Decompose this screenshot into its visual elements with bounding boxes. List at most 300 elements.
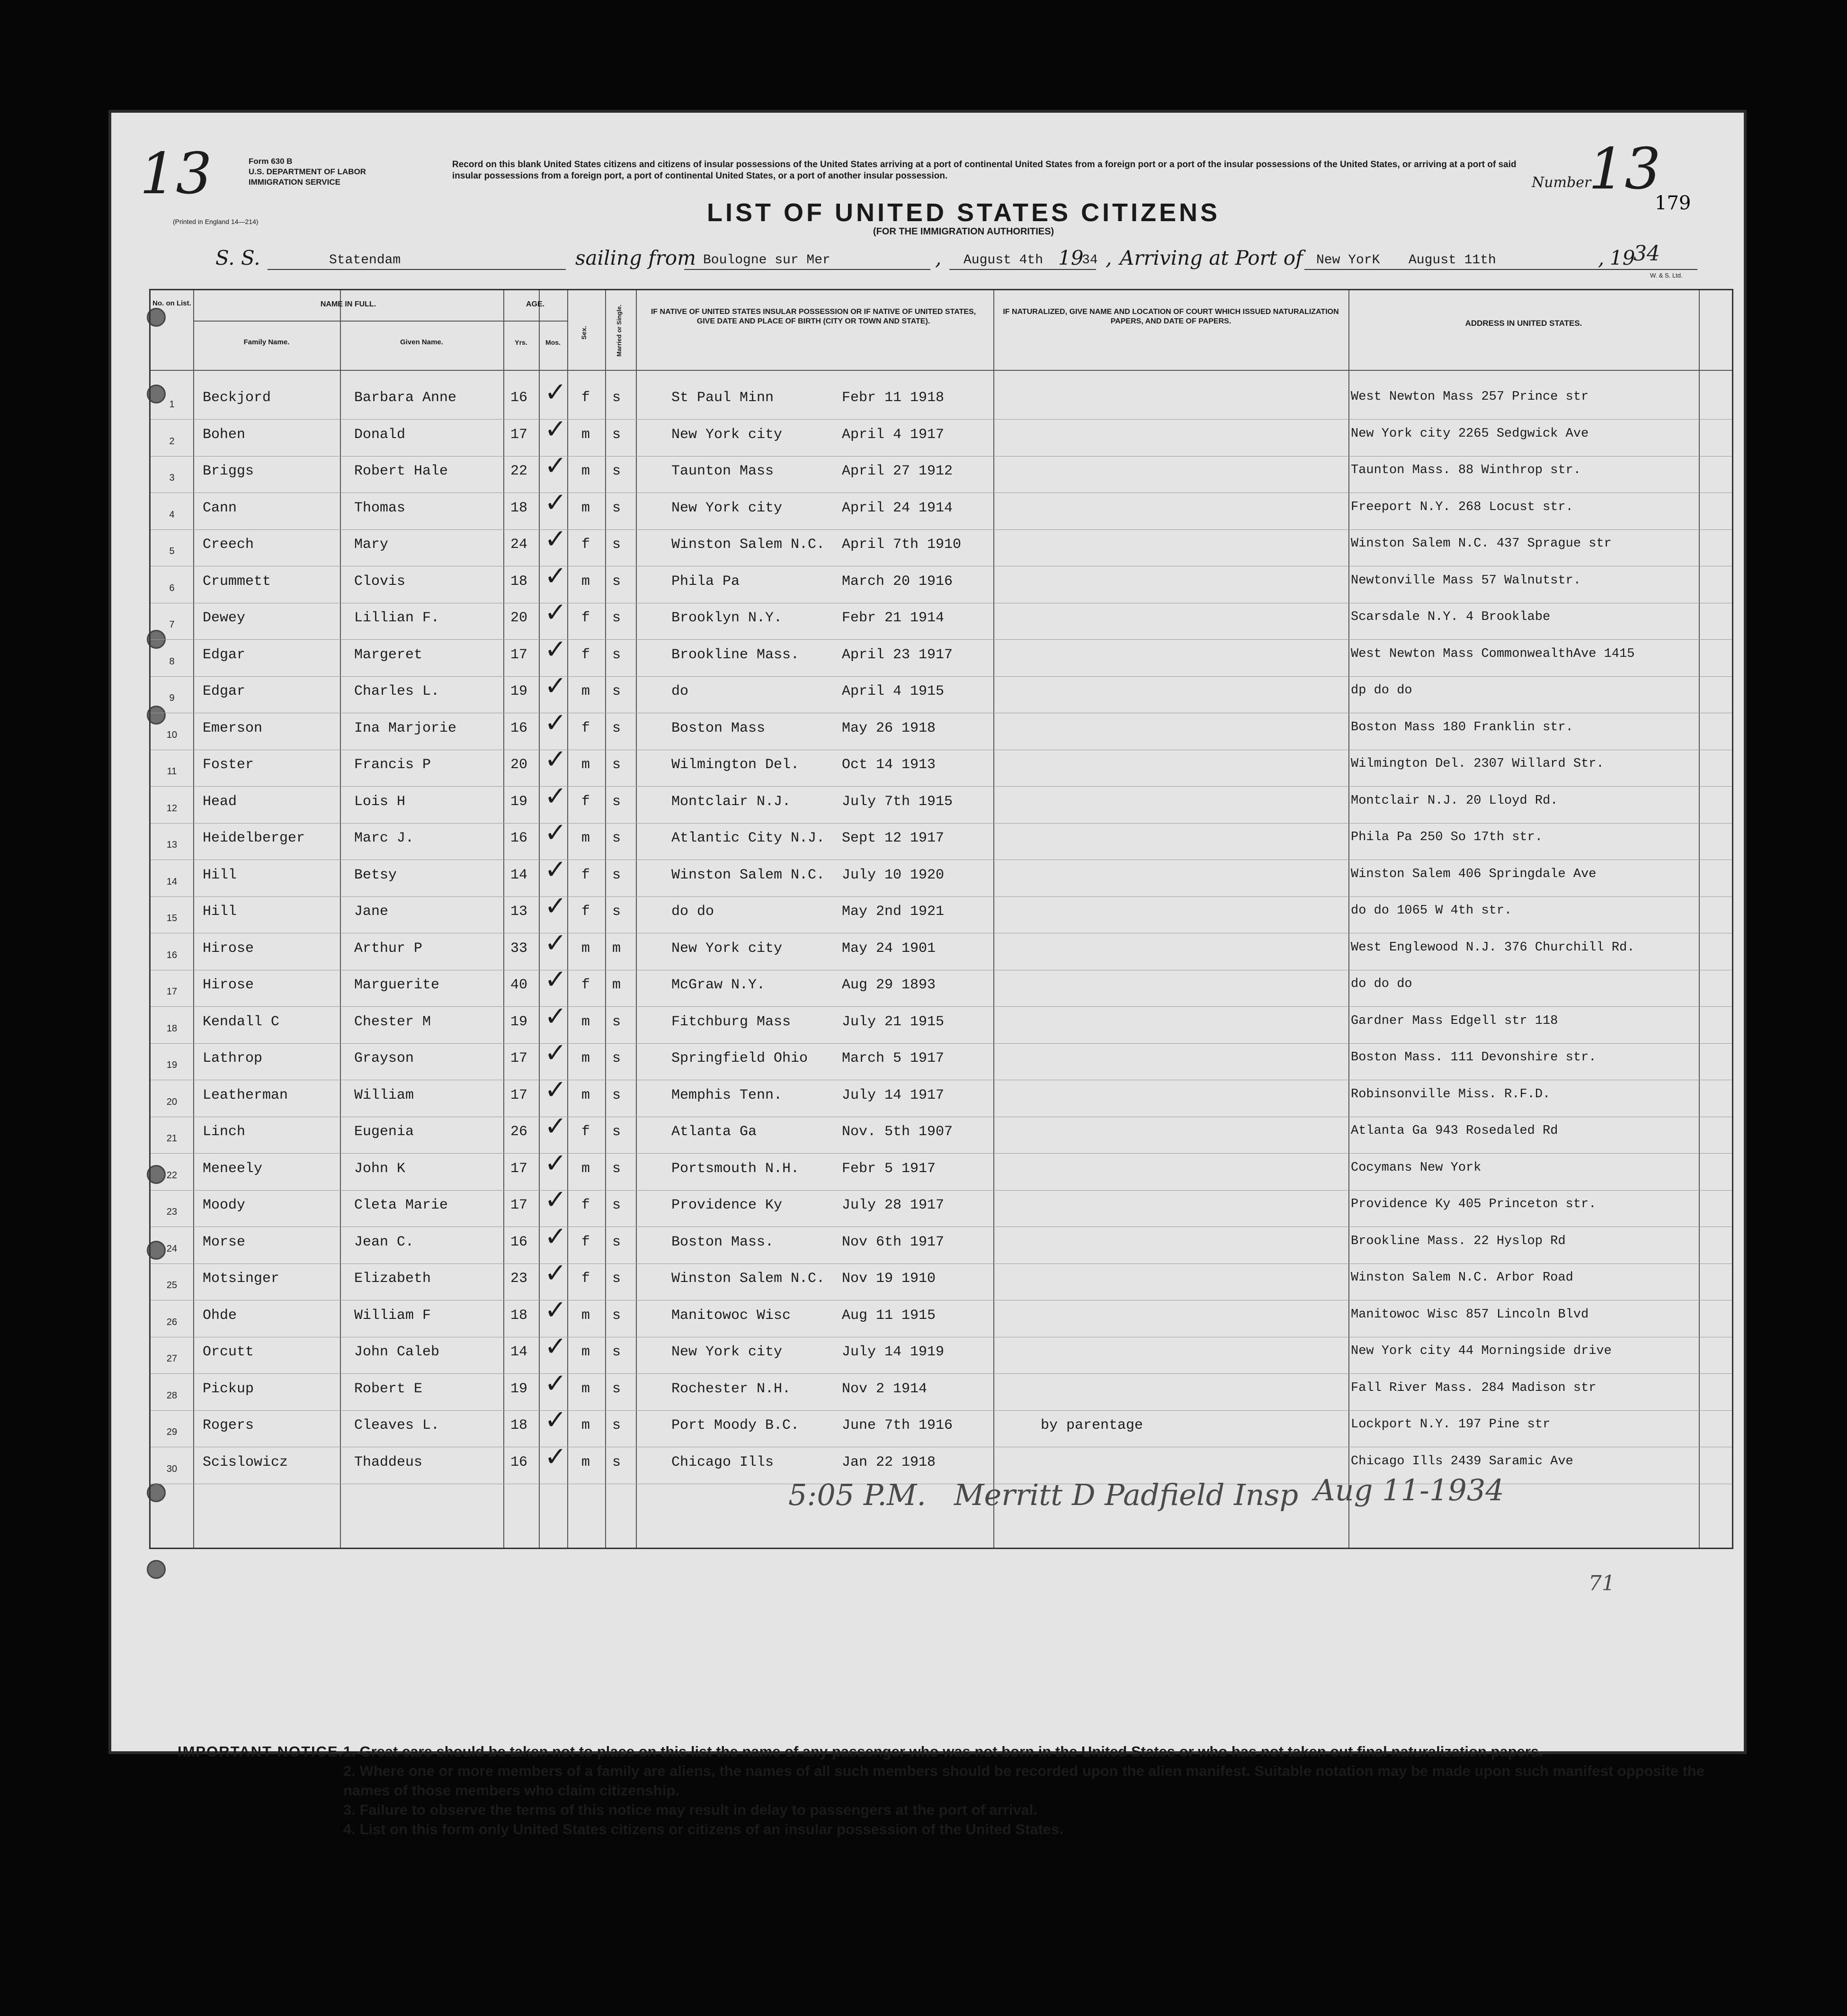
cell-yrs: 17 xyxy=(510,1050,528,1066)
cell-address: Lockport N.Y. 197 Pine str xyxy=(1351,1417,1551,1432)
cell-address: Boston Mass. 111 Devonshire str. xyxy=(1351,1050,1597,1065)
check-mark-icon: ✓ xyxy=(544,1221,567,1252)
cell-given: Arthur P xyxy=(354,940,423,957)
cell-birthplace: Boston Mass xyxy=(671,720,766,736)
form-title: LIST OF UNITED STATES CITIZENS xyxy=(707,198,1220,227)
cell-ms: s xyxy=(612,1454,621,1470)
cell-family: Edgar xyxy=(203,646,246,663)
cell-sex: m xyxy=(581,1417,590,1434)
cell-birthdate: Aug 29 1893 xyxy=(842,977,936,993)
check-mark-icon: ✓ xyxy=(544,450,567,481)
cell-address: Brookline Mass. 22 Hyslop Rd xyxy=(1351,1234,1566,1248)
cell-ms: s xyxy=(612,463,621,479)
notice-item-4: 4. List on this form only United States citizens or citizens of an insular possession of the United States. xyxy=(343,1821,1063,1837)
cell-no: 24 xyxy=(166,1243,178,1254)
cell-ms: s xyxy=(612,1050,621,1066)
cell-yrs: 18 xyxy=(510,573,528,590)
check-mark-icon: ✓ xyxy=(544,487,567,518)
cell-given: Jean C. xyxy=(354,1234,414,1250)
cell-sex: m xyxy=(581,500,590,516)
check-mark-icon: ✓ xyxy=(544,671,567,701)
check-mark-icon: ✓ xyxy=(544,1001,567,1032)
cell-given: Robert Hale xyxy=(354,463,448,479)
ss-label: S. S. xyxy=(215,246,260,269)
cell-family: Edgar xyxy=(203,683,246,699)
cell-no: 8 xyxy=(169,656,175,667)
cell-sex: m xyxy=(581,426,590,443)
cell-birthdate: May 24 1901 xyxy=(842,940,936,957)
departure-year-prefix: 19 xyxy=(1058,246,1084,269)
form-number-text: Form 630 B xyxy=(249,157,293,166)
punch-hole xyxy=(147,1560,166,1579)
cell-family: Motsinger xyxy=(203,1271,280,1287)
cell-ms: s xyxy=(612,1380,621,1397)
cell-yrs: 17 xyxy=(510,646,528,663)
cell-no: 17 xyxy=(166,986,178,997)
cell-birthplace: New York city xyxy=(671,1344,783,1360)
cell-sex: m xyxy=(581,940,590,957)
check-mark-icon: ✓ xyxy=(544,1038,567,1068)
cell-yrs: 19 xyxy=(510,1380,528,1397)
cell-no: 30 xyxy=(166,1463,178,1474)
cell-no: 3 xyxy=(169,473,175,483)
cell-sex: f xyxy=(581,610,590,626)
col-sex: Sex. xyxy=(580,326,588,340)
cell-given: Ina Marjorie xyxy=(354,720,457,736)
cell-ms: s xyxy=(612,646,621,663)
cell-no: 6 xyxy=(169,582,175,593)
cell-given: Thomas xyxy=(354,500,406,516)
cell-given: Grayson xyxy=(354,1050,414,1066)
cell-yrs: 14 xyxy=(510,1344,528,1360)
cell-family: Lathrop xyxy=(203,1050,263,1066)
cell-naturalized: by parentage xyxy=(1041,1417,1143,1434)
cell-sex: m xyxy=(581,1454,590,1470)
cell-birthdate: Febr 5 1917 xyxy=(842,1160,936,1177)
number-label: Number xyxy=(1532,174,1591,191)
cell-birthplace: Montclair N.J. xyxy=(671,793,791,810)
cell-yrs: 24 xyxy=(510,537,528,553)
cell-sex: f xyxy=(581,1124,590,1140)
cell-family: Cann xyxy=(203,500,237,516)
cell-given: Betsy xyxy=(354,867,397,883)
cell-family: Creech xyxy=(203,537,254,553)
cell-birthdate: April 24 1914 xyxy=(842,500,953,516)
cell-address: Cocymans New York xyxy=(1351,1160,1481,1175)
col-given-name: Given Name. xyxy=(400,338,443,346)
cell-address: Fall River Mass. 284 Madison str xyxy=(1351,1380,1597,1395)
cell-birthplace: Atlanta Ga xyxy=(671,1124,757,1140)
cell-birthplace: Winston Salem N.C. xyxy=(671,867,825,883)
cell-birthplace: do xyxy=(671,683,689,699)
cell-no: 12 xyxy=(166,803,178,814)
cell-address: Boston Mass 180 Franklin str. xyxy=(1351,720,1573,735)
cell-given: Robert E xyxy=(354,1380,423,1397)
cell-birthdate: Jan 22 1918 xyxy=(842,1454,936,1470)
cell-yrs: 23 xyxy=(510,1271,528,1287)
cell-ms: s xyxy=(612,720,621,736)
check-mark-icon: ✓ xyxy=(544,1258,567,1289)
cell-no: 5 xyxy=(169,546,175,556)
ship-name: Statendam xyxy=(329,253,401,268)
check-mark-icon: ✓ xyxy=(544,927,567,959)
cell-birthdate: Febr 21 1914 xyxy=(842,610,945,626)
cell-ms: m xyxy=(612,940,621,957)
cell-birthplace: Springfield Ohio xyxy=(671,1050,808,1066)
check-mark-icon: ✓ xyxy=(544,560,567,591)
manifest-sheet: 13 Form 630 B U.S. DEPARTMENT OF LABOR IMMIGRATION SERVICE (Printed in England 14—214) Record on this blank United States citizens and citizens of insular possessions of the United States arriving at a port of continental United States from a foreign port or a port of the insular possessions of the United States, or arriving at a port of said insular possessions from a foreign port, a port of continental United States, or a port of another insular possession. LIST OF UNITED STATES CITIZENS (FOR THE IMMIGRATION AUTHORITIES) Number 13 179 S. S. Statendam sailing from Boulogne sur Mer , August 4th 19 34 , Arriving at Port of New YorK August 11th , 19 34 W. & S. Ltd. No. on List. NAME IN FULL. Family Name. Given Name. AGE. Yrs. Mos. Sex. Married or Single. IF NATIVE OF UNITED STATES INSULAR POSSESSION OR IF NATIVE OF UNITED STATES, GIVE DATE AND PLACE OF BIRTH (CITY OR TOWN AND STATE). IF NATURALIZED, GIVE NAME AND LOCATION OF COURT WHICH ISSUED NATURALIZATION PAPERS, AND DATE OF PAPERS. ADDRESS IN UNITED STATES. 1 Beckjord Barbara Anne 16 f s St Paul Minn Febr 11 1918 West Newton Mass 257 Prince str ✓ 2 Bohen Donald 17 m s New York city April 4 1917 New York city 2265 Sedgwick Ave ✓ 3 Briggs Robert Hale 22 m s Taunton Mass April 27 1912 Taunton Mass. 88 Winthrop str. ✓ 4 Cann Thomas 18 m s New York city April 24 1914 Freeport N.Y. 268 Locust str. ✓ 5 Creech Mary 24 f s Winston Salem N.C. April 7th 1910 Winston Salem N.C. 437 Sprague str ✓ 6 Crummett Clovis 18 m s Phila Pa March 20 1916 Newtonville Mass 57 Walnutstr. ✓ 7 Dewey Lillian F. 20 f s Brooklyn N.Y. Febr 21 1914 Scarsdale N.Y. 4 Brooklabe ✓ 8 Edgar Margeret 17 f s Brookline Mass. April 23 1917 West Newton Mass CommonwealthAve 1415 ✓ 9 Edgar Charles L. 19 m s do April 4 1915 dp do do ✓ 10 Emerson Ina Marjorie 16 f s Boston Mass May 26 1918 Boston Mass 180 Franklin str. ✓ 11 Foster Francis P 20 m s Wilmington Del. Oct 14 1913 Wilmington Del. 2307 Willard Str. ✓ 12 Head Lois H 19 f s Montclair N.J. July 7th 1915 Montclair N.J. 20 Lloyd Rd. ✓ 13 Heidelberger Marc J. 16 m s Atlantic City N.J. Sept 12 1917 Phila Pa 250 So 17th str. ✓ 14 Hill Betsy 14 f s Winston Salem N.C. July 10 1920 Winston Salem 406 Springdale Ave ✓ 15 Hill Jane 13 f s do do May 2nd 1921 do do 1065 W 4th str. ✓ 16 Hirose Arthur P 33 m m New York city May 24 1901 West Englewood N.J. 376 Churchill Rd. ✓ 17 Hirose Marguerite 40 f m McGraw N.Y. Aug 29 1893 do do do ✓ 18 Kendall C Chester M 19 m s Fitchburg Mass July 21 1915 Gardner Mass Edgell str 118 ✓ 19 Lathrop Grayson 17 m s Springfield Ohio March 5 1917 Boston Mass. 111 Devonshire str. ✓ 20 Leatherman William 17 m s Memphis Tenn. July 14 1917 Robinsonville Miss. R.F.D. ✓ 21 Linch Eugenia 26 f s Atlanta Ga Nov. 5th 1907 Atlanta Ga 943 Rosedaled Rd ✓ 22 Meneely John K 17 m s Portsmouth N.H. Febr 5 1917 Cocymans New York ✓ 23 Moody Cleta Marie 17 f s Providence Ky July 28 1917 Providence Ky 405 Princeton str. ✓ 24 Morse Jean C. 16 f s Boston Mass. Nov 6th 1917 Brookline Mass. 22 Hyslop Rd ✓ 25 Motsinger Elizabeth 23 f s Winston Salem N.C. Nov 19 1910 Winston Salem N.C. Arbor Road ✓ 26 Ohde William F 18 m s Manitowoc Wisc Aug 11 1915 Manitowoc Wisc 857 Lincoln Blvd ✓ 27 Orcutt John Caleb 14 m s New York city July 14 1919 New York city 44 Morningside drive ✓ 28 Pickup Robert E 19 m s Rochester N.H. Nov 2 1914 Fall River Mass. 284 Madison str ✓ 29 Rogers Cleaves L. 18 m s Port Moody B.C. June 7th 1916 by parentage Lockport N.Y. 197 Pine str ✓ 30 Scislowicz Thaddeus 16 m s Chicago Ills Jan 22 1918 Chicago Ills 2439 Saramic Ave ✓ 5:05 P.M. Merritt D Padfield Insp Aug 11-1934 71 IMPORTANT NOTICE.— 1. Great care should be taken not to place on this list the name of any passenger who was not born in the United States or who has not taken out final naturalization papers. 2. Where one or more members of a family are aliens, the names of all such members should be recorded upon the alien manifest. Suitable notation may be made upon such manifest opposite the names of those members who claim citizenship. 3. Failure to observe the terms of this notice may result in delay to passengers at the port of arrival. 4. List on this form only United States citizens or citizens of an insular possession of the United States. xyxy=(111,113,1744,1751)
col-native-info: IF NATIVE OF UNITED STATES INSULAR POSSESSION OR IF NATIVE OF UNITED STATES, GIVE DATE AND PLACE OF BIRTH (CITY OR TOWN AND STATE). xyxy=(651,308,976,325)
cell-family: Foster xyxy=(203,757,254,773)
cell-address: New York city 44 Morningside drive xyxy=(1351,1344,1612,1358)
department-text: U.S. DEPARTMENT OF LABOR xyxy=(249,167,366,176)
cell-sex: m xyxy=(581,1087,590,1103)
cell-sex: f xyxy=(581,793,590,810)
arrival-date: August 11th xyxy=(1409,253,1496,268)
cell-yrs: 19 xyxy=(510,793,528,810)
cell-address: West Newton Mass 257 Prince str xyxy=(1351,390,1589,404)
cell-address: Manitowoc Wisc 857 Lincoln Blvd xyxy=(1351,1307,1589,1322)
cell-address: Providence Ky 405 Princeton str. xyxy=(1351,1197,1597,1211)
cell-ms: s xyxy=(612,1271,621,1287)
cell-family: Scislowicz xyxy=(203,1454,288,1470)
cell-birthdate: April 7th 1910 xyxy=(842,537,962,553)
cell-sex: f xyxy=(581,1234,590,1250)
cell-no: 2 xyxy=(169,436,175,447)
sailing-from-label: sailing from xyxy=(575,246,696,269)
cell-given: Donald xyxy=(354,426,406,443)
cell-birthdate: Nov 6th 1917 xyxy=(842,1234,945,1250)
form-instructions: Record on this blank United States citizens and citizens of insular possessions of the United States arriving at a port of continental United States from a foreign port or a port of the insular possessions of the United States, or arriving at a port of said insular possessions from a foreign port, a port of continental United States, or a port of another insular possession. xyxy=(452,160,1517,181)
cell-address: Freeport N.Y. 268 Locust str. xyxy=(1351,500,1573,514)
cell-sex: m xyxy=(581,573,590,590)
cell-birthdate: April 23 1917 xyxy=(842,646,953,663)
notice-item-2: 2. Where one or more members of a family are aliens, the names of all such members should be recorded upon the alien manifest. Suitable notation may be made upon such manifest opposite the names of those members who claim citizenship. xyxy=(343,1763,1705,1799)
cell-yrs: 14 xyxy=(510,867,528,883)
cell-ms: s xyxy=(612,1160,621,1177)
cell-address: West Englewood N.J. 376 Churchill Rd. xyxy=(1351,940,1635,955)
cell-no: 14 xyxy=(166,876,178,887)
cell-address: Winston Salem N.C. 437 Sprague str xyxy=(1351,537,1612,551)
cell-sex: m xyxy=(581,1050,590,1066)
cell-birthplace: Brookline Mass. xyxy=(671,646,800,663)
cell-birthplace: Winston Salem N.C. xyxy=(671,537,825,553)
cell-family: Pickup xyxy=(203,1380,254,1397)
cell-birthdate: March 20 1916 xyxy=(842,573,953,590)
cell-no: 9 xyxy=(169,693,175,703)
check-mark-icon: ✓ xyxy=(544,1147,567,1179)
service-text: IMMIGRATION SERVICE xyxy=(249,178,340,187)
cell-address: Phila Pa 250 So 17th str. xyxy=(1351,830,1543,844)
cell-birthplace: Atlantic City N.J. xyxy=(671,830,825,846)
cell-birthdate: July 14 1919 xyxy=(842,1344,945,1360)
cell-no: 4 xyxy=(169,509,175,520)
cell-sex: m xyxy=(581,1344,590,1360)
col-naturalized-info: IF NATURALIZED, GIVE NAME AND LOCATION OF COURT WHICH ISSUED NATURALIZATION PAPERS, AND DATE OF PAPERS. xyxy=(1003,308,1339,325)
cell-ms: m xyxy=(612,977,621,993)
cell-no: 22 xyxy=(166,1170,178,1181)
cell-no: 28 xyxy=(166,1390,178,1401)
cell-birthdate: July 14 1917 xyxy=(842,1087,945,1103)
cell-yrs: 18 xyxy=(510,1417,528,1434)
cell-no: 7 xyxy=(169,619,175,630)
cell-given: Elizabeth xyxy=(354,1271,431,1287)
cell-no: 27 xyxy=(166,1353,178,1364)
check-mark-icon: ✓ xyxy=(544,634,567,665)
cell-given: Lois H xyxy=(354,793,406,810)
cell-yrs: 16 xyxy=(510,1454,528,1470)
cell-no: 1 xyxy=(169,399,175,410)
cell-address: Winston Salem N.C. Arbor Road xyxy=(1351,1271,1573,1285)
cell-yrs: 17 xyxy=(510,1160,528,1177)
cell-given: Marguerite xyxy=(354,977,440,993)
cell-ms: s xyxy=(612,1307,621,1324)
cell-ms: s xyxy=(612,610,621,626)
cell-given: Eugenia xyxy=(354,1124,414,1140)
cell-yrs: 17 xyxy=(510,426,528,443)
cell-family: Meneely xyxy=(203,1160,263,1177)
cell-sex: m xyxy=(581,830,590,846)
arrival-year-suffix: 34 xyxy=(1633,242,1660,266)
cell-ms: s xyxy=(612,757,621,773)
cell-birthdate: May 26 1918 xyxy=(842,720,936,736)
departure-date: August 4th xyxy=(964,253,1044,268)
cell-family: Ohde xyxy=(203,1307,237,1324)
cell-given: William F xyxy=(354,1307,431,1324)
cell-birthplace: Rochester N.H. xyxy=(671,1380,791,1397)
arrival-year-prefix: 19 xyxy=(1610,246,1635,269)
cell-sex: f xyxy=(581,867,590,883)
cell-ms: s xyxy=(612,793,621,810)
cell-address: do do 1065 W 4th str. xyxy=(1351,904,1512,918)
cell-birthdate: June 7th 1916 xyxy=(842,1417,953,1434)
cell-no: 21 xyxy=(166,1133,178,1144)
cell-yrs: 17 xyxy=(510,1087,528,1103)
number-value: 13 xyxy=(1588,136,1661,202)
cell-no: 10 xyxy=(166,729,178,740)
check-mark-icon: ✓ xyxy=(544,964,567,995)
cell-sex: f xyxy=(581,1197,590,1213)
cell-yrs: 20 xyxy=(510,610,528,626)
col-family-name: Family Name. xyxy=(243,338,290,346)
cell-birthplace: Taunton Mass xyxy=(671,463,774,479)
cell-address: Chicago Ills 2439 Saramic Ave xyxy=(1351,1454,1573,1469)
check-mark-icon: ✓ xyxy=(544,1368,567,1399)
cell-no: 19 xyxy=(166,1060,178,1070)
cell-birthplace: Phila Pa xyxy=(671,573,740,590)
cell-family: Briggs xyxy=(203,463,254,479)
cell-ms: s xyxy=(612,426,621,443)
cell-birthdate: Nov 19 1910 xyxy=(842,1271,936,1287)
cell-family: Moody xyxy=(203,1197,246,1213)
cell-birthdate: April 27 1912 xyxy=(842,463,953,479)
cell-birthplace: Memphis Tenn. xyxy=(671,1087,783,1103)
cell-sex: m xyxy=(581,1380,590,1397)
cell-address: Gardner Mass Edgell str 118 xyxy=(1351,1013,1558,1028)
cell-given: Cleaves L. xyxy=(354,1417,440,1434)
cell-family: Orcutt xyxy=(203,1344,254,1360)
cell-given: Thaddeus xyxy=(354,1454,423,1470)
check-mark-icon: ✓ xyxy=(544,780,567,812)
cell-address: Atlanta Ga 943 Rosedaled Rd xyxy=(1351,1124,1558,1138)
cell-birthplace: Chicago Ills xyxy=(671,1454,774,1470)
cell-no: 26 xyxy=(166,1317,178,1327)
cell-birthdate: July 28 1917 xyxy=(842,1197,945,1213)
departure-port: Boulogne sur Mer xyxy=(703,253,830,268)
col-age: AGE. xyxy=(526,300,545,308)
cell-yrs: 20 xyxy=(510,757,528,773)
cell-birthplace: Port Moody B.C. xyxy=(671,1417,800,1434)
cell-ms: s xyxy=(612,500,621,516)
cell-birthplace: New York city xyxy=(671,426,783,443)
inspection-date: Aug 11-1934 xyxy=(1314,1473,1504,1507)
cell-sex: f xyxy=(581,646,590,663)
check-mark-icon: ✓ xyxy=(544,1074,567,1105)
cell-no: 29 xyxy=(166,1427,178,1437)
cell-given: Lillian F. xyxy=(354,610,440,626)
cell-yrs: 16 xyxy=(510,720,528,736)
cell-birthdate: Sept 12 1917 xyxy=(842,830,945,846)
cell-birthdate: July 7th 1915 xyxy=(842,793,953,810)
check-mark-icon: ✓ xyxy=(544,1331,567,1362)
cell-sex: f xyxy=(581,537,590,553)
cell-birthplace: New York city xyxy=(671,500,783,516)
cell-no: 25 xyxy=(166,1280,178,1290)
cell-ms: s xyxy=(612,867,621,883)
cell-address: dp do do xyxy=(1351,683,1412,698)
col-married-single: Married or Single. xyxy=(616,305,623,357)
cell-birthdate: Aug 11 1915 xyxy=(842,1307,936,1324)
cell-family: Leatherman xyxy=(203,1087,288,1103)
cell-sex: m xyxy=(581,683,590,699)
cell-ms: s xyxy=(612,683,621,699)
cell-ms: s xyxy=(612,1087,621,1103)
cell-birthplace: McGraw N.Y. xyxy=(671,977,766,993)
cell-address: Scarsdale N.Y. 4 Brooklabe xyxy=(1351,610,1551,624)
cell-birthdate: Nov. 5th 1907 xyxy=(842,1124,953,1140)
cell-sex: f xyxy=(581,390,590,406)
cell-family: Crummett xyxy=(203,573,271,590)
cell-address: Winston Salem 406 Springdale Ave xyxy=(1351,867,1597,881)
cell-birthplace: St Paul Minn xyxy=(671,390,774,406)
check-mark-icon: ✓ xyxy=(544,1441,567,1472)
cell-birthplace: New York city xyxy=(671,940,783,957)
cell-ms: s xyxy=(612,1197,621,1213)
cell-birthdate: July 21 1915 xyxy=(842,1013,945,1030)
cell-sex: f xyxy=(581,1271,590,1287)
cell-given: Chester M xyxy=(354,1013,431,1030)
cell-sex: f xyxy=(581,720,590,736)
check-mark-icon: ✓ xyxy=(544,413,567,445)
cell-ms: s xyxy=(612,537,621,553)
cell-yrs: 26 xyxy=(510,1124,528,1140)
cell-family: Dewey xyxy=(203,610,246,626)
cell-address: do do do xyxy=(1351,977,1412,991)
cell-ms: s xyxy=(612,904,621,920)
cell-given: William xyxy=(354,1087,414,1103)
cell-sex: m xyxy=(581,1013,590,1030)
cell-birthplace: Providence Ky xyxy=(671,1197,783,1213)
inspector-signature: Merritt D Padfield Insp xyxy=(954,1478,1299,1512)
cell-family: Heidelberger xyxy=(203,830,305,846)
cell-given: Marc J. xyxy=(354,830,414,846)
cell-family: Emerson xyxy=(203,720,263,736)
handwritten-list-number: 13 xyxy=(140,141,212,207)
cell-given: Jane xyxy=(354,904,389,920)
cell-birthplace: Portsmouth N.H. xyxy=(671,1160,800,1177)
check-mark-icon: ✓ xyxy=(544,817,567,848)
cell-ms: s xyxy=(612,830,621,846)
cell-sex: m xyxy=(581,1160,590,1177)
check-mark-icon: ✓ xyxy=(544,1405,567,1435)
cell-family: Hirose xyxy=(203,977,254,993)
cell-sex: f xyxy=(581,977,590,993)
cell-ms: s xyxy=(612,573,621,590)
col-no-on-list: No. on List. xyxy=(152,299,191,307)
cell-given: Cleta Marie xyxy=(354,1197,448,1213)
cell-birthdate: March 5 1917 xyxy=(842,1050,945,1066)
cell-yrs: 16 xyxy=(510,1234,528,1250)
cell-no: 23 xyxy=(166,1207,178,1217)
cell-family: Head xyxy=(203,793,237,810)
cell-yrs: 22 xyxy=(510,463,528,479)
cell-address: Robinsonville Miss. R.F.D. xyxy=(1351,1087,1551,1102)
cell-ms: s xyxy=(612,1344,621,1360)
cell-birthplace: Fitchburg Mass xyxy=(671,1013,791,1030)
check-mark-icon: ✓ xyxy=(544,891,567,922)
cell-yrs: 18 xyxy=(510,500,528,516)
cell-birthdate: May 2nd 1921 xyxy=(842,904,945,920)
cell-given: John K xyxy=(354,1160,406,1177)
cell-address: New York city 2265 Sedgwick Ave xyxy=(1351,426,1589,441)
cell-no: 11 xyxy=(167,766,177,777)
cell-birthdate: April 4 1917 xyxy=(842,426,945,443)
cell-no: 20 xyxy=(166,1096,178,1107)
cell-no: 18 xyxy=(166,1023,178,1034)
cell-birthplace: do do xyxy=(671,904,714,920)
col-name-in-full: NAME IN FULL. xyxy=(320,300,376,308)
check-mark-icon: ✓ xyxy=(544,377,567,408)
arrival-port: New YorK xyxy=(1316,253,1380,268)
cell-family: Morse xyxy=(203,1234,246,1250)
cell-no: 13 xyxy=(166,840,178,850)
cell-address: Wilmington Del. 2307 Willard Str. xyxy=(1351,757,1604,771)
cell-family: Beckjord xyxy=(203,390,271,406)
printed-in-note: (Printed in England 14—214) xyxy=(173,218,259,225)
cell-birthdate: Oct 14 1913 xyxy=(842,757,936,773)
cell-sex: m xyxy=(581,757,590,773)
passenger-table xyxy=(149,289,1733,1549)
cell-yrs: 40 xyxy=(510,977,528,993)
cell-family: Hill xyxy=(203,904,237,920)
notice-item-3: 3. Failure to observe the terms of this notice may result in delay to passengers at the port of arrival. xyxy=(343,1801,1038,1818)
col-mos: Mos. xyxy=(545,339,561,346)
check-mark-icon: ✓ xyxy=(544,854,567,885)
cell-birthdate: Febr 11 1918 xyxy=(842,390,945,406)
departure-year-suffix: 34 xyxy=(1082,253,1098,268)
cell-birthplace: Boston Mass. xyxy=(671,1234,774,1250)
cell-given: John Caleb xyxy=(354,1344,440,1360)
cell-given: Barbara Anne xyxy=(354,390,457,406)
check-mark-icon: ✓ xyxy=(544,1294,567,1326)
check-mark-icon: ✓ xyxy=(544,597,567,628)
cell-family: Kendall C xyxy=(203,1013,280,1030)
cell-yrs: 19 xyxy=(510,1013,528,1030)
cell-yrs: 13 xyxy=(510,904,528,920)
cell-family: Bohen xyxy=(203,426,246,443)
cell-given: Francis P xyxy=(354,757,431,773)
cell-ms: s xyxy=(612,1013,621,1030)
